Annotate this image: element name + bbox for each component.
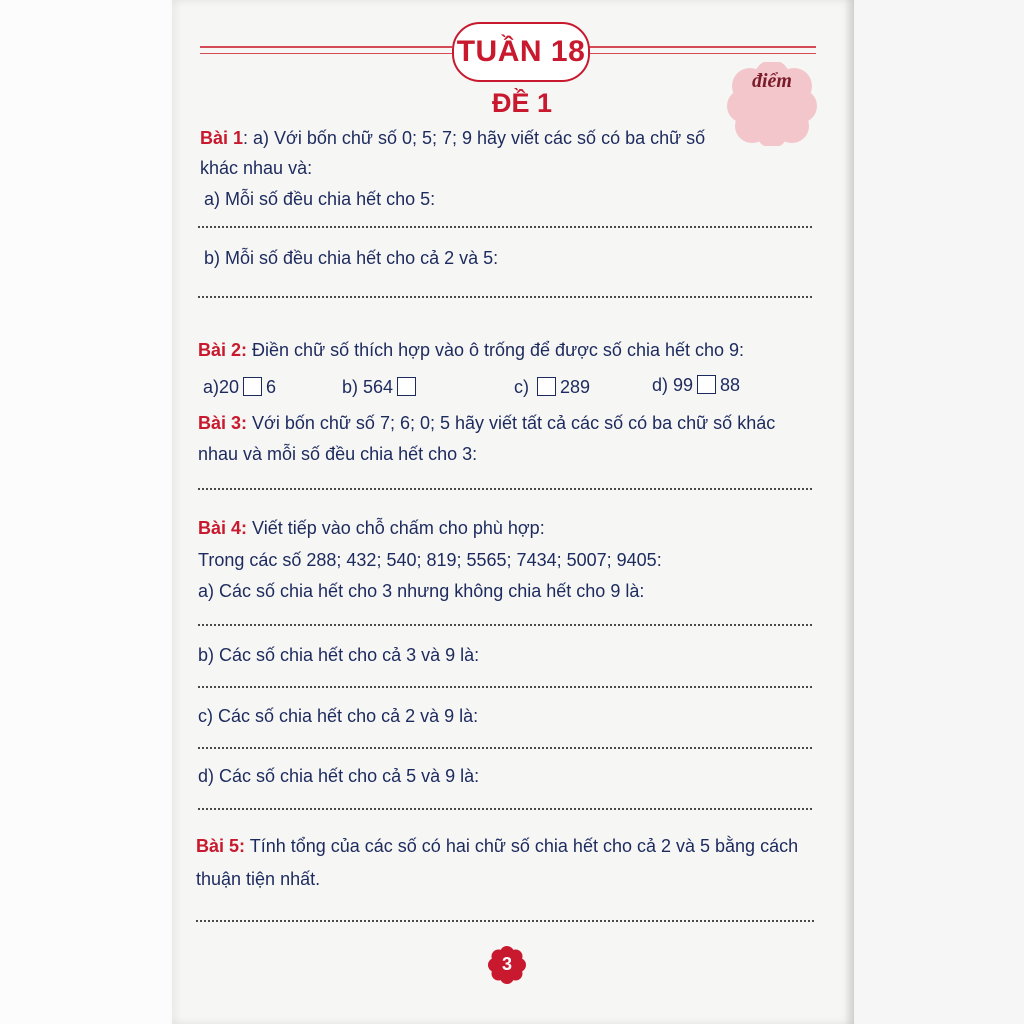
answer-line[interactable] bbox=[198, 808, 812, 810]
bai4-numbers: Trong các số 288; 432; 540; 819; 5565; 7434; 5007; 9405: bbox=[198, 550, 662, 570]
answer-line[interactable] bbox=[198, 624, 812, 626]
week-title-badge bbox=[452, 22, 590, 82]
blank-box-c[interactable] bbox=[537, 377, 556, 396]
score-box bbox=[726, 62, 818, 146]
answer-line[interactable] bbox=[198, 488, 812, 490]
bai2-text: Điền chữ số thích hợp vào ô trống để được số chia hết cho 9: bbox=[247, 340, 745, 360]
bai4-part-d: d) Các số chia hết cho cả 5 và 9 là: bbox=[198, 766, 480, 786]
bai3-line2: nhau và mỗi số đều chia hết cho 3: bbox=[198, 444, 478, 464]
option-c-suffix: 289 bbox=[560, 377, 591, 397]
answer-line[interactable] bbox=[196, 920, 814, 922]
bai4-part-c: c) Các số chia hết cho cả 2 và 9 là: bbox=[198, 706, 479, 726]
bai2-label: Bài 2: bbox=[198, 340, 248, 360]
bai3-line1 bbox=[198, 413, 775, 434]
bai2-option-c bbox=[514, 377, 590, 398]
answer-line[interactable] bbox=[198, 226, 812, 228]
answer-line[interactable] bbox=[198, 296, 812, 298]
bai2-option-d bbox=[652, 375, 740, 396]
header-rule-left bbox=[200, 46, 452, 48]
bai1-part-a: a) Mỗi số đều chia hết cho 5: bbox=[204, 189, 436, 209]
bai3-label: Bài 3: bbox=[198, 413, 248, 433]
bai5-line2: thuận tiện nhất. bbox=[196, 869, 321, 889]
bai5-text: Tính tổng của các số có hai chữ số chia hết cho cả 2 và 5 bằng cách bbox=[245, 836, 799, 856]
option-d-prefix: d) 99 bbox=[652, 375, 694, 395]
header-rule-right-2 bbox=[588, 53, 816, 54]
bai1-line1 bbox=[200, 128, 705, 149]
bai2-option-b bbox=[342, 377, 420, 398]
blank-box-a[interactable] bbox=[243, 377, 262, 396]
bai4-label: Bài 4: bbox=[198, 518, 248, 538]
blank-box-d[interactable] bbox=[697, 375, 716, 394]
bai4-text: Viết tiếp vào chỗ chấm cho phù hợp: bbox=[247, 518, 545, 538]
blank-box-b[interactable] bbox=[397, 377, 416, 396]
background-right bbox=[854, 0, 1024, 1024]
bai5-line1 bbox=[196, 836, 798, 857]
bai5-label: Bài 5: bbox=[196, 836, 246, 856]
bai1-text: : a) Với bốn chữ số 0; 5; 7; 9 hãy viết các số có ba chữ số bbox=[243, 128, 706, 148]
option-a-prefix: a)20 bbox=[203, 377, 240, 397]
page-fold-shadow bbox=[844, 0, 854, 1024]
answer-line[interactable] bbox=[198, 686, 812, 688]
bai4-part-b: b) Các số chia hết cho cả 3 và 9 là: bbox=[198, 645, 480, 665]
bai1-line2: khác nhau và: bbox=[200, 158, 313, 178]
bai4-line bbox=[198, 518, 545, 539]
bai4-part-a: a) Các số chia hết cho 3 nhưng không chia hết cho 9 là: bbox=[198, 581, 645, 601]
page-number: 3 bbox=[501, 954, 512, 974]
header-rule-left-2 bbox=[200, 53, 452, 54]
week-title: TUẦN 18 bbox=[456, 35, 586, 68]
option-d-suffix: 88 bbox=[720, 375, 741, 395]
answer-line[interactable] bbox=[198, 747, 812, 749]
option-b-prefix: b) 564 bbox=[342, 377, 394, 397]
bai2-option-a bbox=[203, 377, 276, 398]
bai1-part-b: b) Mỗi số đều chia hết cho cả 2 và 5: bbox=[204, 248, 499, 268]
header-rule-right bbox=[588, 46, 816, 48]
option-a-suffix: 6 bbox=[266, 377, 277, 397]
page-number-badge bbox=[488, 946, 526, 984]
bai2-line bbox=[198, 340, 744, 361]
score-label: điểm bbox=[752, 70, 792, 92]
bai1-label: Bài 1 bbox=[200, 128, 244, 148]
option-c-prefix: c) bbox=[514, 377, 529, 397]
bai3-text: Với bốn chữ số 7; 6; 0; 5 hãy viết tất cả các số có ba chữ số khác bbox=[247, 413, 776, 433]
exam-title: ĐỀ 1 bbox=[491, 88, 553, 118]
background-left bbox=[0, 0, 170, 1024]
